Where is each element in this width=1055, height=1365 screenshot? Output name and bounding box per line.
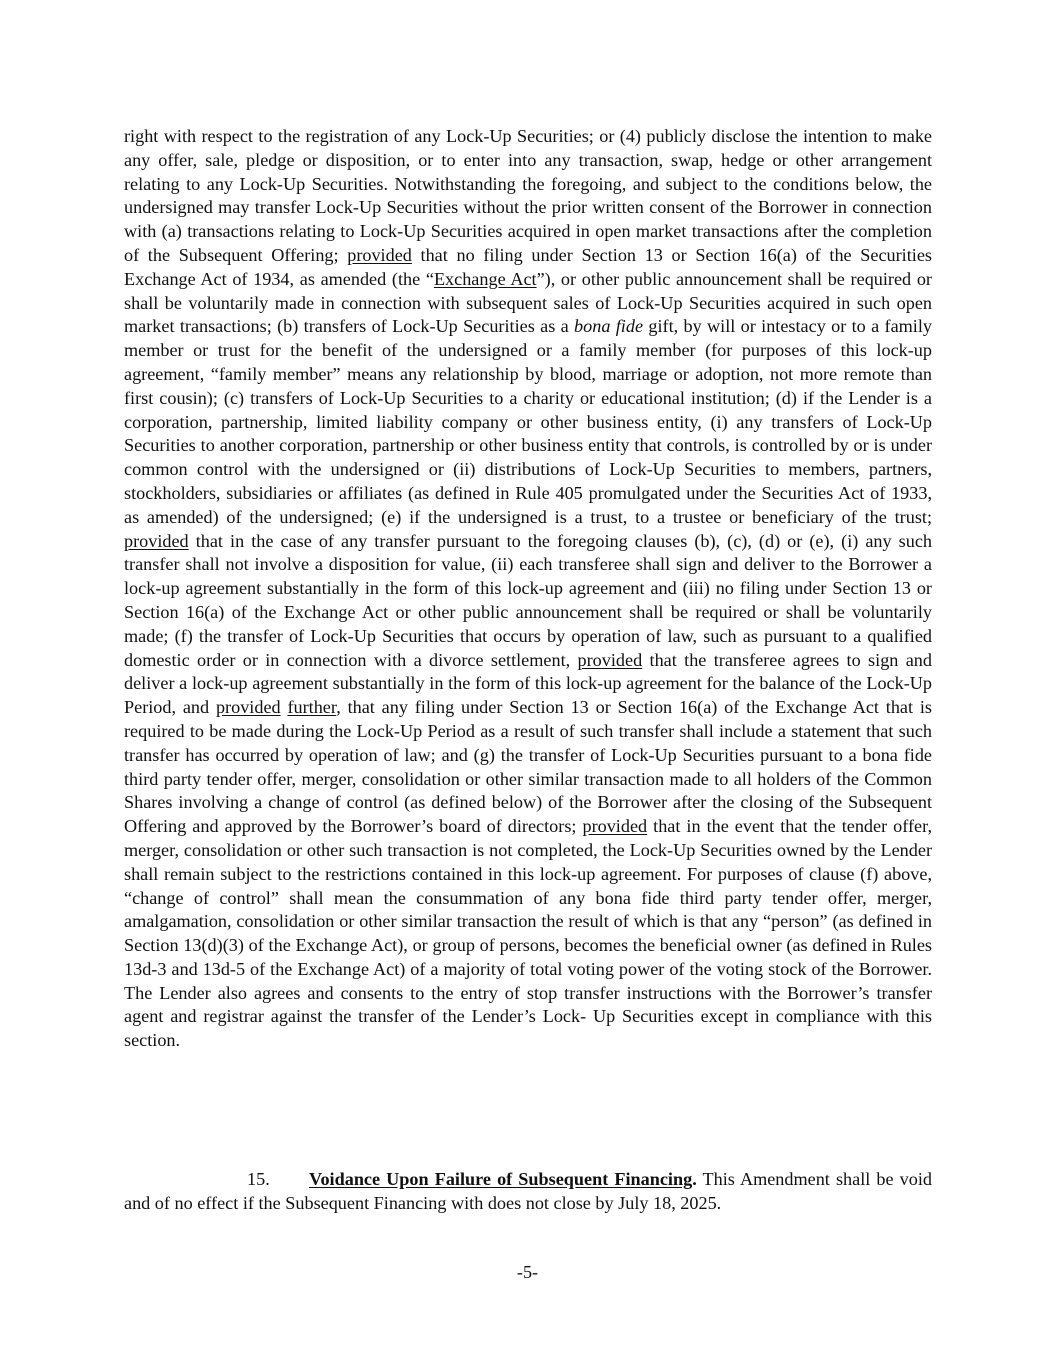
italic-term: bona fide bbox=[574, 316, 644, 337]
underlined-term: provided bbox=[215, 697, 281, 718]
page-number: -5- bbox=[516, 1262, 539, 1282]
section-heading-period: . bbox=[692, 1169, 697, 1189]
text-run: that in the event that the tender offer, merger, consolidation or other such transaction is not completed, the Lock-Up Securities owned by the Lender shall remain subject to the restrictions contained in this lock-up agreement. For purposes of clause (f) above, “change of control” shall mean the consummation of any bona fide third party tender offer, merger, amalgamation, consolidation or other similar transaction the result of which is that any “person” (as defined in Section 13(d)(3) of the Exchange Act), or group of persons, becomes the beneficial owner (as defined in Rules 13d-3 and 13d-5 of the Exchange Act) of a majority of total voting power of the voting stock of the Borrower. The Lender also agrees and consents to the entry of stop transfer instructions with the Borrower’s transfer agent and registrar against the transfer of the Lender’s Lock- Up Securities except in compliance with this section. bbox=[124, 816, 932, 1051]
section-body: This Amendment shall be void and of no effect if the Subsequent Financing with does not close by July 18, 2025. bbox=[124, 1169, 932, 1213]
text-run: right with respect to the registration of any Lock-Up Securities; or (4) publicly disclose the intention to make any offer, sale, pledge or disposition, or to enter into any transaction, swap, hedge or other arrangement relating to any Lock-Up Securities. Notwithstanding the foregoing, and subject to the conditions below, the undersigned may transfer Lock-Up Securities without the prior written consent of the Borrower in connection with (a) transactions relating to Lock-Up Securities acquired in open market transactions after the completion of the Subsequent Offering; bbox=[124, 126, 932, 265]
underlined-term: provided bbox=[577, 649, 643, 670]
underlined-term: provided bbox=[124, 530, 189, 551]
text-run: that the transferee agrees to sign and deliver a lock-up agreement substantially in the form of this lock-up agreement for the balance of the Lock-Up Period, and bbox=[124, 649, 932, 718]
underlined-term: provided bbox=[582, 816, 648, 837]
text-run: , that any filing under Section 13 or Section 16(a) of the Exchange Act that is required to be made during the Lock-Up Period as a result of such transfer shall include a statement that such transfer has occurred by operation of law; and (g) the transfer of Lock-Up Securities pursuant to a bona fide third party tender offer, merger, consolidation or other similar transaction made to all holders of the Common Shares involving a change of control (as defined below) of the Borrower after the closing of the Subsequent Offering and approved by the Borrower’s board of directors; bbox=[124, 697, 933, 837]
section-15-paragraph bbox=[124, 1168, 932, 1216]
text-run: ”), or other public announcement shall be required or shall be voluntarily made in connection with subsequent sales of Lock-Up Securities acquired in such open market transactions; (b) transfers of Lock-Up Securities as a bbox=[124, 268, 932, 337]
text-run: that no filing under Section 13 or Section 16(a) of the Securities Exchange Act of 1934, as amended (the “ bbox=[124, 244, 932, 289]
section-heading: Voidance Upon Failure of Subsequent Financing bbox=[309, 1169, 693, 1189]
defined-term-exchange-act: Exchange Act bbox=[433, 268, 537, 289]
text-run: gift, by will or intestacy or to a family member or trust for the benefit of the undersigned or a family member (for purposes of this lock-up agreement, “family member” means any relationship by blood, marriage or adoption, not more remote than first cousin); (c) transfers of Lock-Up Securities to a charity or educational institution; (d) if the Lender is a corporation, partnership, limited liability company or other business entity, (i) any transfers of Lock-Up Securities to another corporation, partnership or other business entity that controls, is controlled by or is under common control with the undersigned or (ii) distributions of Lock-Up Securities to members, partners, stockholders, subsidiaries or affiliates (as defined in Rule 405 promulgated under the Securities Act of 1933, as amended) of the undersigned; (e) if the undersigned is a trust, to a trustee or beneficiary of the trust; bbox=[124, 316, 932, 527]
text-run: that in the case of any transfer pursuant to the foregoing clauses (b), (c), (d) or (e), (i) any such transfer shall not involve a disposition for value, (ii) each transferee shall sign and deliver to the Borrower a lock-up agreement substantially in the form of this lock-up agreement and (iii) no filing under Section 13 or Section 16(a) of the Exchange Act or other public announcement shall be required or shall be voluntarily made; (f) the transfer of Lock-Up Securities that occurs by operation of law, such as pursuant to a qualified domestic order or in connection with a divorce settlement, bbox=[124, 530, 932, 670]
underlined-term: further bbox=[287, 697, 337, 718]
lockup-paragraph bbox=[124, 125, 932, 1053]
underlined-term: provided bbox=[347, 244, 412, 265]
section-number: 15. bbox=[247, 1169, 270, 1189]
